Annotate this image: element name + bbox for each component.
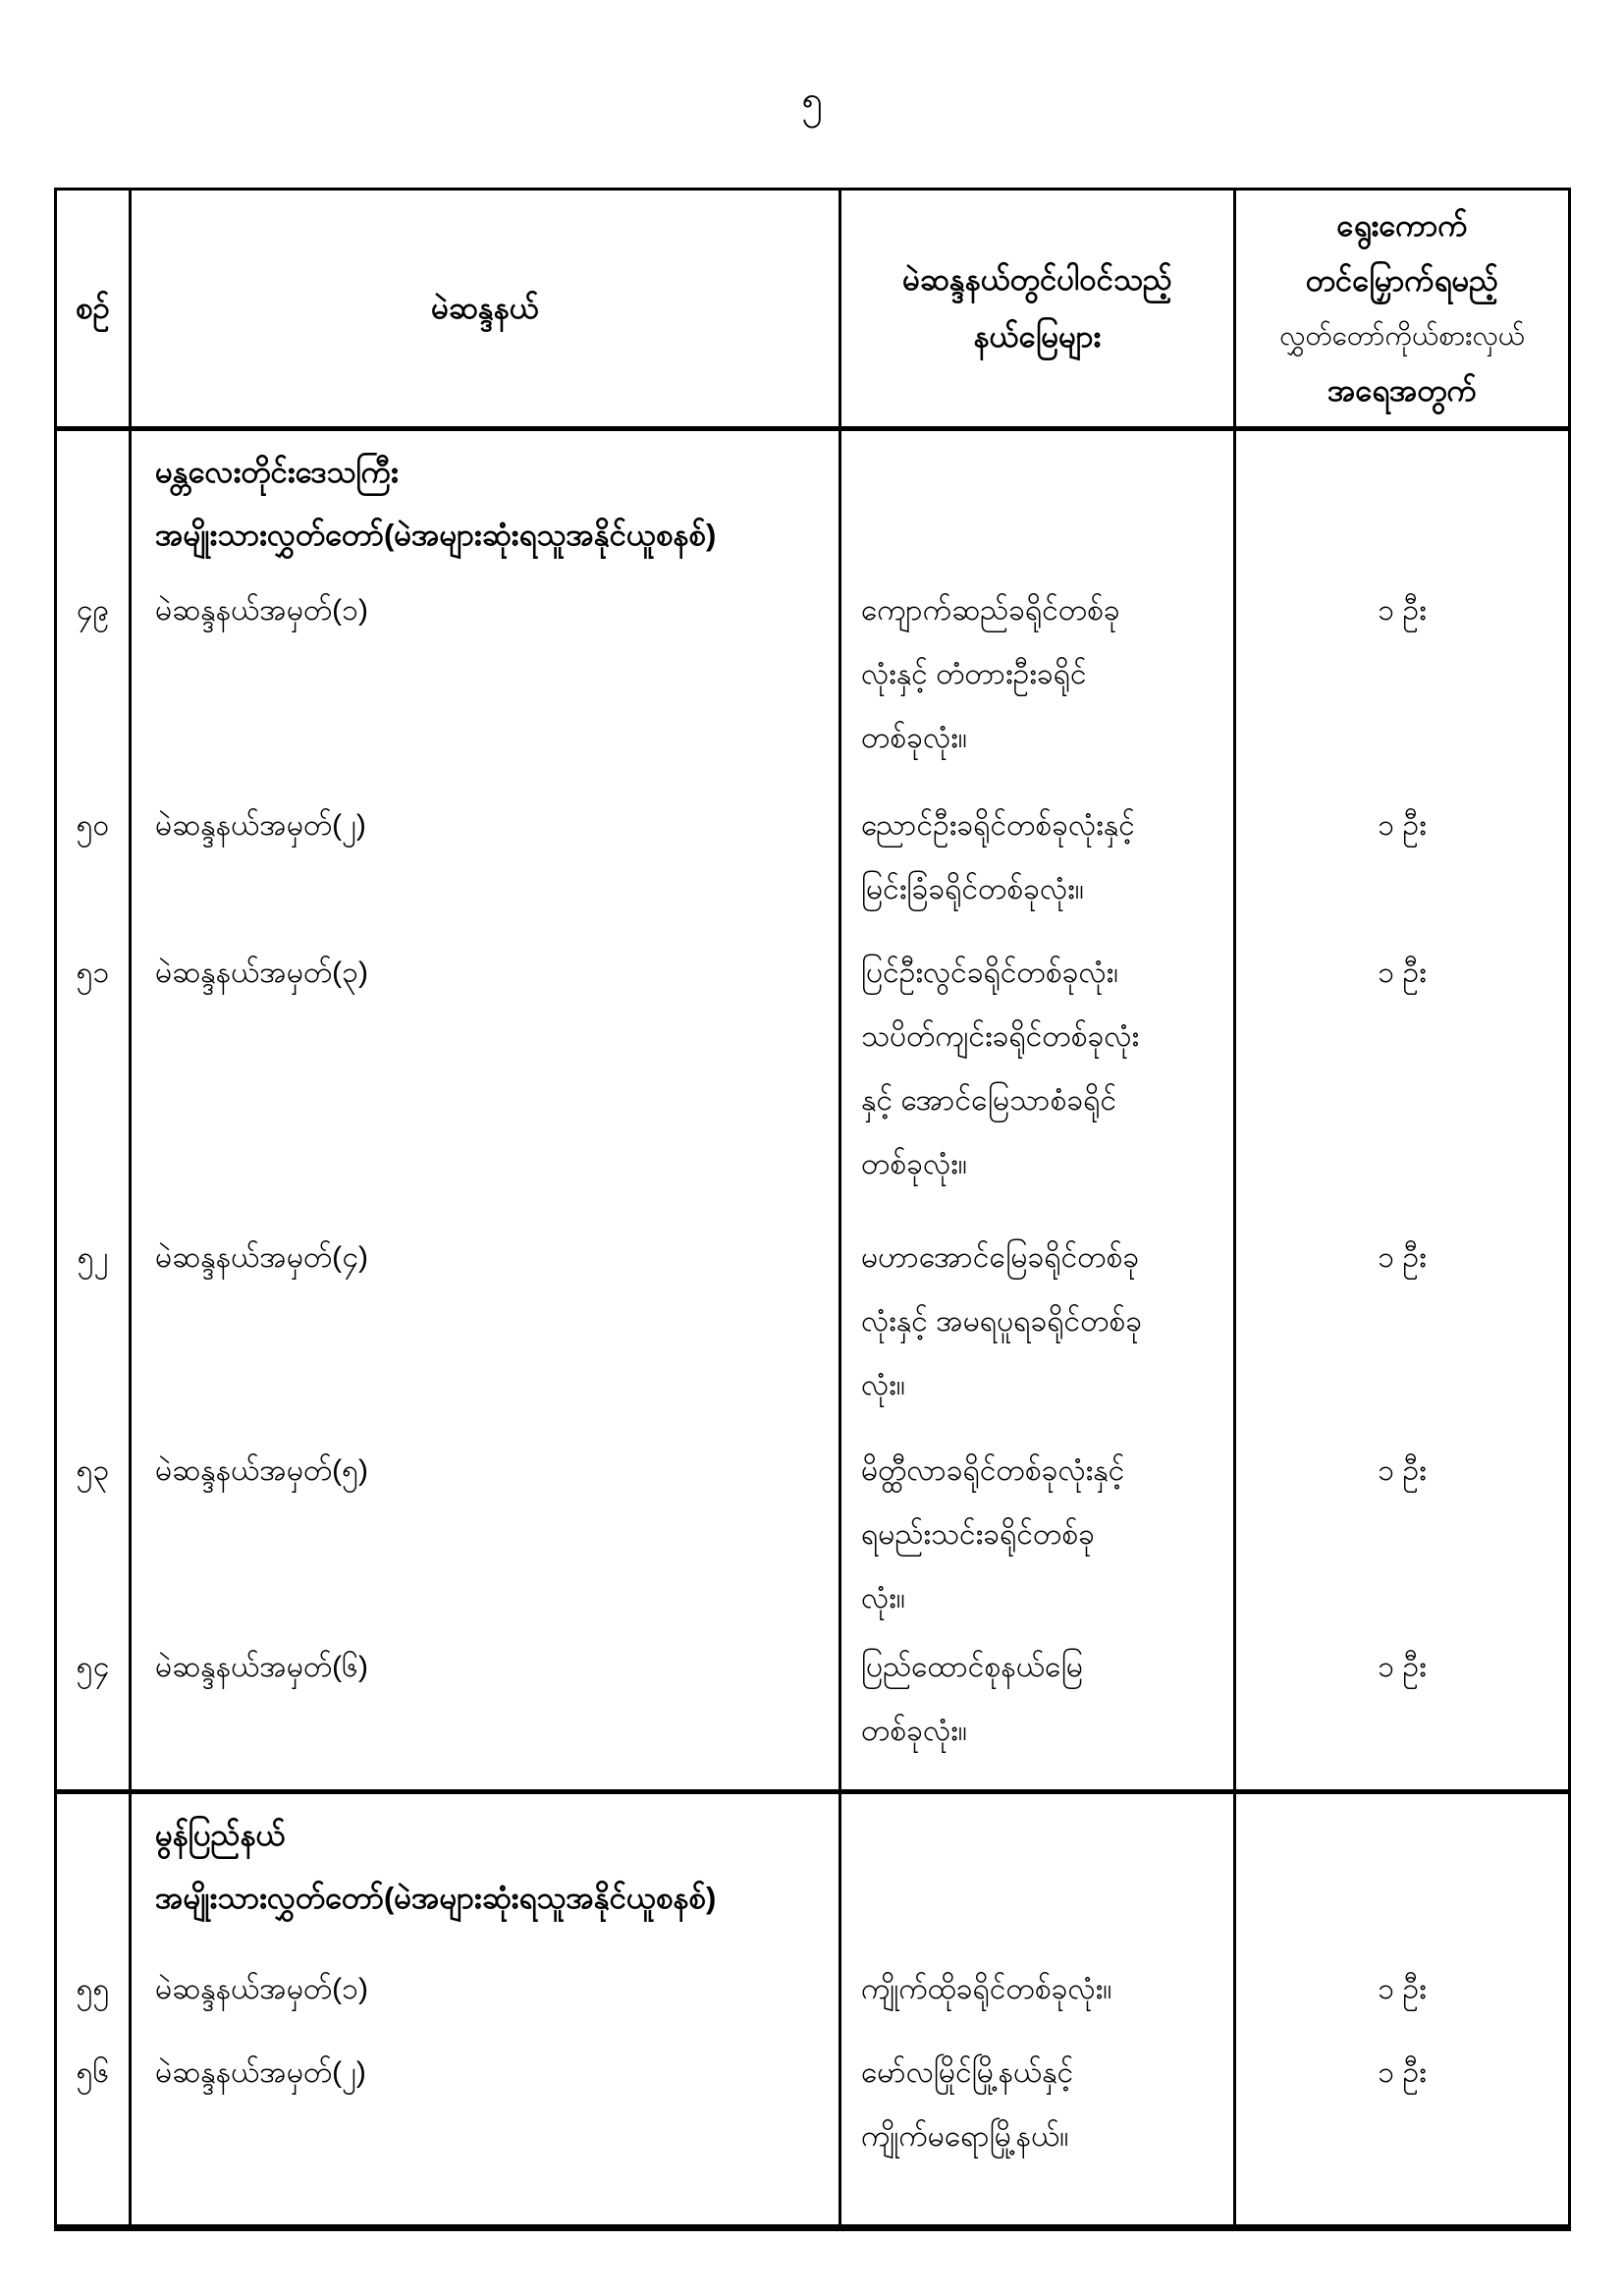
areas-cell — [839, 1439, 1233, 1635]
representatives-cell: ၁ ဦး — [1233, 941, 1568, 1226]
text-line: သပိတ်ကျင်းခရိုင်တစ်ခုလုံး — [861, 1020, 1140, 1053]
text-line: လုံးနှင့် အမရပူရခရိုင်တစ်ခု — [861, 1305, 1143, 1338]
text-line: တစ်ခုလုံး။ — [861, 1715, 967, 1747]
header-no-label: စဉ် — [76, 291, 110, 325]
table-row — [57, 1957, 1568, 2041]
text-line: တစ်ခုလုံး။ — [861, 722, 967, 754]
table-row — [57, 1439, 1568, 1635]
table-row — [57, 1226, 1568, 1439]
areas-cell — [839, 941, 1233, 1226]
text-line: နယ်မြေများ — [973, 319, 1102, 354]
constituency-table — [54, 188, 1571, 2231]
empty-cell — [839, 1794, 1233, 1957]
constituency-cell: မဲဆန္ဒနယ်အမှတ်(၄) — [129, 1226, 839, 1439]
text-line: မဲဆန္ဒနယ်တွင်ပါဝင်သည့် — [902, 262, 1172, 297]
empty-cell — [57, 431, 129, 578]
text-line: လုံး။ — [861, 1582, 905, 1614]
representatives-cell: ၁ ဦး — [1233, 793, 1568, 941]
text-line: ရွေးကောက် — [1336, 208, 1468, 243]
text-line: ညောင်ဦးခရိုင်တစ်ခုလုံးနှင့် — [861, 809, 1135, 842]
text-line: ကျောက်ဆည်ခရိုင်တစ်ခု — [861, 594, 1120, 627]
table-row — [57, 2041, 1568, 2224]
row-number-cell: ၅၀ — [76, 809, 110, 842]
header-representatives — [1233, 191, 1568, 426]
representatives-cell: ၁ ဦး — [1233, 1635, 1568, 1789]
header-constituency — [129, 191, 839, 426]
text-line: မဟာအောင်မြေခရိုင်တစ်ခု — [861, 1241, 1140, 1274]
table-row — [57, 1635, 1568, 1789]
constituency-cell: မဲဆန္ဒနယ်အမှတ်(၁) — [129, 1957, 839, 2041]
representatives-cell: ၁ ဦး — [1233, 1957, 1568, 2041]
section-title — [129, 431, 839, 578]
header-no — [57, 191, 129, 426]
text-line: ရမည်းသင်းခရိုင်တစ်ခု — [861, 1518, 1095, 1551]
text-line: နှင့် အောင်မြေသာစံခရိုင် — [861, 1084, 1117, 1117]
areas-cell — [839, 1635, 1233, 1789]
table-header-row — [57, 191, 1568, 431]
areas-cell — [839, 793, 1233, 941]
areas-cell — [839, 1226, 1233, 1439]
empty-cell — [1233, 431, 1568, 578]
section-title — [129, 1794, 839, 1957]
table-row — [57, 793, 1568, 941]
constituency-cell: မဲဆန္ဒနယ်အမှတ်(၅) — [129, 1439, 839, 1635]
row-number-cell: ၅၁ — [76, 957, 110, 989]
table-row — [57, 578, 1568, 793]
representatives-cell: ၁ ဦး — [1233, 1439, 1568, 1635]
constituency-cell: မဲဆန္ဒနယ်အမှတ်(၂) — [129, 2041, 839, 2224]
text-line: လုံး။ — [861, 1369, 905, 1401]
constituency-cell: မဲဆန္ဒနယ်အမှတ်(၂) — [129, 793, 839, 941]
row-number-cell: ၄၉ — [76, 594, 110, 627]
text-line: အမျိုးသားလွှတ်တော်(မဲအများဆုံးရသူအနိုင်ယူစနစ်) — [155, 1881, 717, 1915]
empty-cell — [57, 1794, 129, 1957]
text-line: ကျိုက်မရောမြို့နယ်။ — [861, 2120, 1069, 2153]
text-line: ပြည်ထောင်စုနယ်မြေ — [861, 1651, 1083, 1683]
text-line: ပြင်ဦးလွင်ခရိုင်တစ်ခုလုံး၊ — [861, 957, 1119, 989]
page-number: ၅ — [801, 80, 823, 121]
areas-cell — [839, 578, 1233, 793]
constituency-cell: မဲဆန္ဒနယ်အမှတ်(၁) — [129, 578, 839, 793]
empty-cell — [1233, 1794, 1568, 1957]
header-areas — [839, 191, 1233, 426]
table-row — [57, 941, 1568, 1226]
text-line: လုံးနှင့် တံတားဦးခရိုင် — [861, 658, 1087, 690]
text-line: လွှတ်တော်ကိုယ်စားလှယ် — [1279, 320, 1525, 351]
text-line: တစ်ခုလုံး။ — [861, 1148, 967, 1180]
areas-cell — [839, 1957, 1233, 2041]
text-line: မော်လမြိုင်မြို့နယ်နှင့် — [861, 2056, 1074, 2089]
representatives-cell: ၁ ဦး — [1233, 1226, 1568, 1439]
section-header-row — [57, 431, 1568, 578]
row-number-cell: ၅၅ — [76, 1973, 110, 2005]
empty-cell — [839, 431, 1233, 578]
text-line: မန္တလေးတိုင်းဒေသကြီး — [155, 455, 399, 489]
text-line: မွန်ပြည်နယ် — [155, 1818, 286, 1852]
header-constituency-label: မဲဆန္ဒနယ် — [431, 291, 539, 325]
areas-cell — [839, 2041, 1233, 2224]
section-header-row — [57, 1789, 1568, 1957]
row-number-cell: ၅၂ — [77, 1241, 109, 1274]
row-number-cell: ၅၆ — [76, 2056, 110, 2089]
row-number-cell: ၅၄ — [76, 1651, 110, 1683]
representatives-cell: ၁ ဦး — [1233, 578, 1568, 793]
text-line: အမျိုးသားလွှတ်တော်(မဲအများဆုံးရသူအနိုင်ယူစနစ်) — [155, 518, 717, 552]
representatives-cell: ၁ ဦး — [1233, 2041, 1568, 2224]
constituency-cell: မဲဆန္ဒနယ်အမှတ်(၃) — [129, 941, 839, 1226]
constituency-cell: မဲဆန္ဒနယ်အမှတ်(၆) — [129, 1635, 839, 1789]
row-number-cell: ၅၃ — [76, 1454, 110, 1487]
text-line: အရေအတွက် — [1326, 373, 1478, 408]
text-line: တင်မြှောက်ရမည့် — [1305, 263, 1499, 298]
text-line: ကျိုက်ထိုခရိုင်တစ်ခုလုံး။ — [861, 1973, 1112, 2005]
text-line: မြင်းခြံခရိုင်တစ်ခုလုံး။ — [861, 873, 1084, 905]
text-line: မိတ္ထီလာခရိုင်တစ်ခုလုံးနှင့် — [861, 1454, 1125, 1487]
